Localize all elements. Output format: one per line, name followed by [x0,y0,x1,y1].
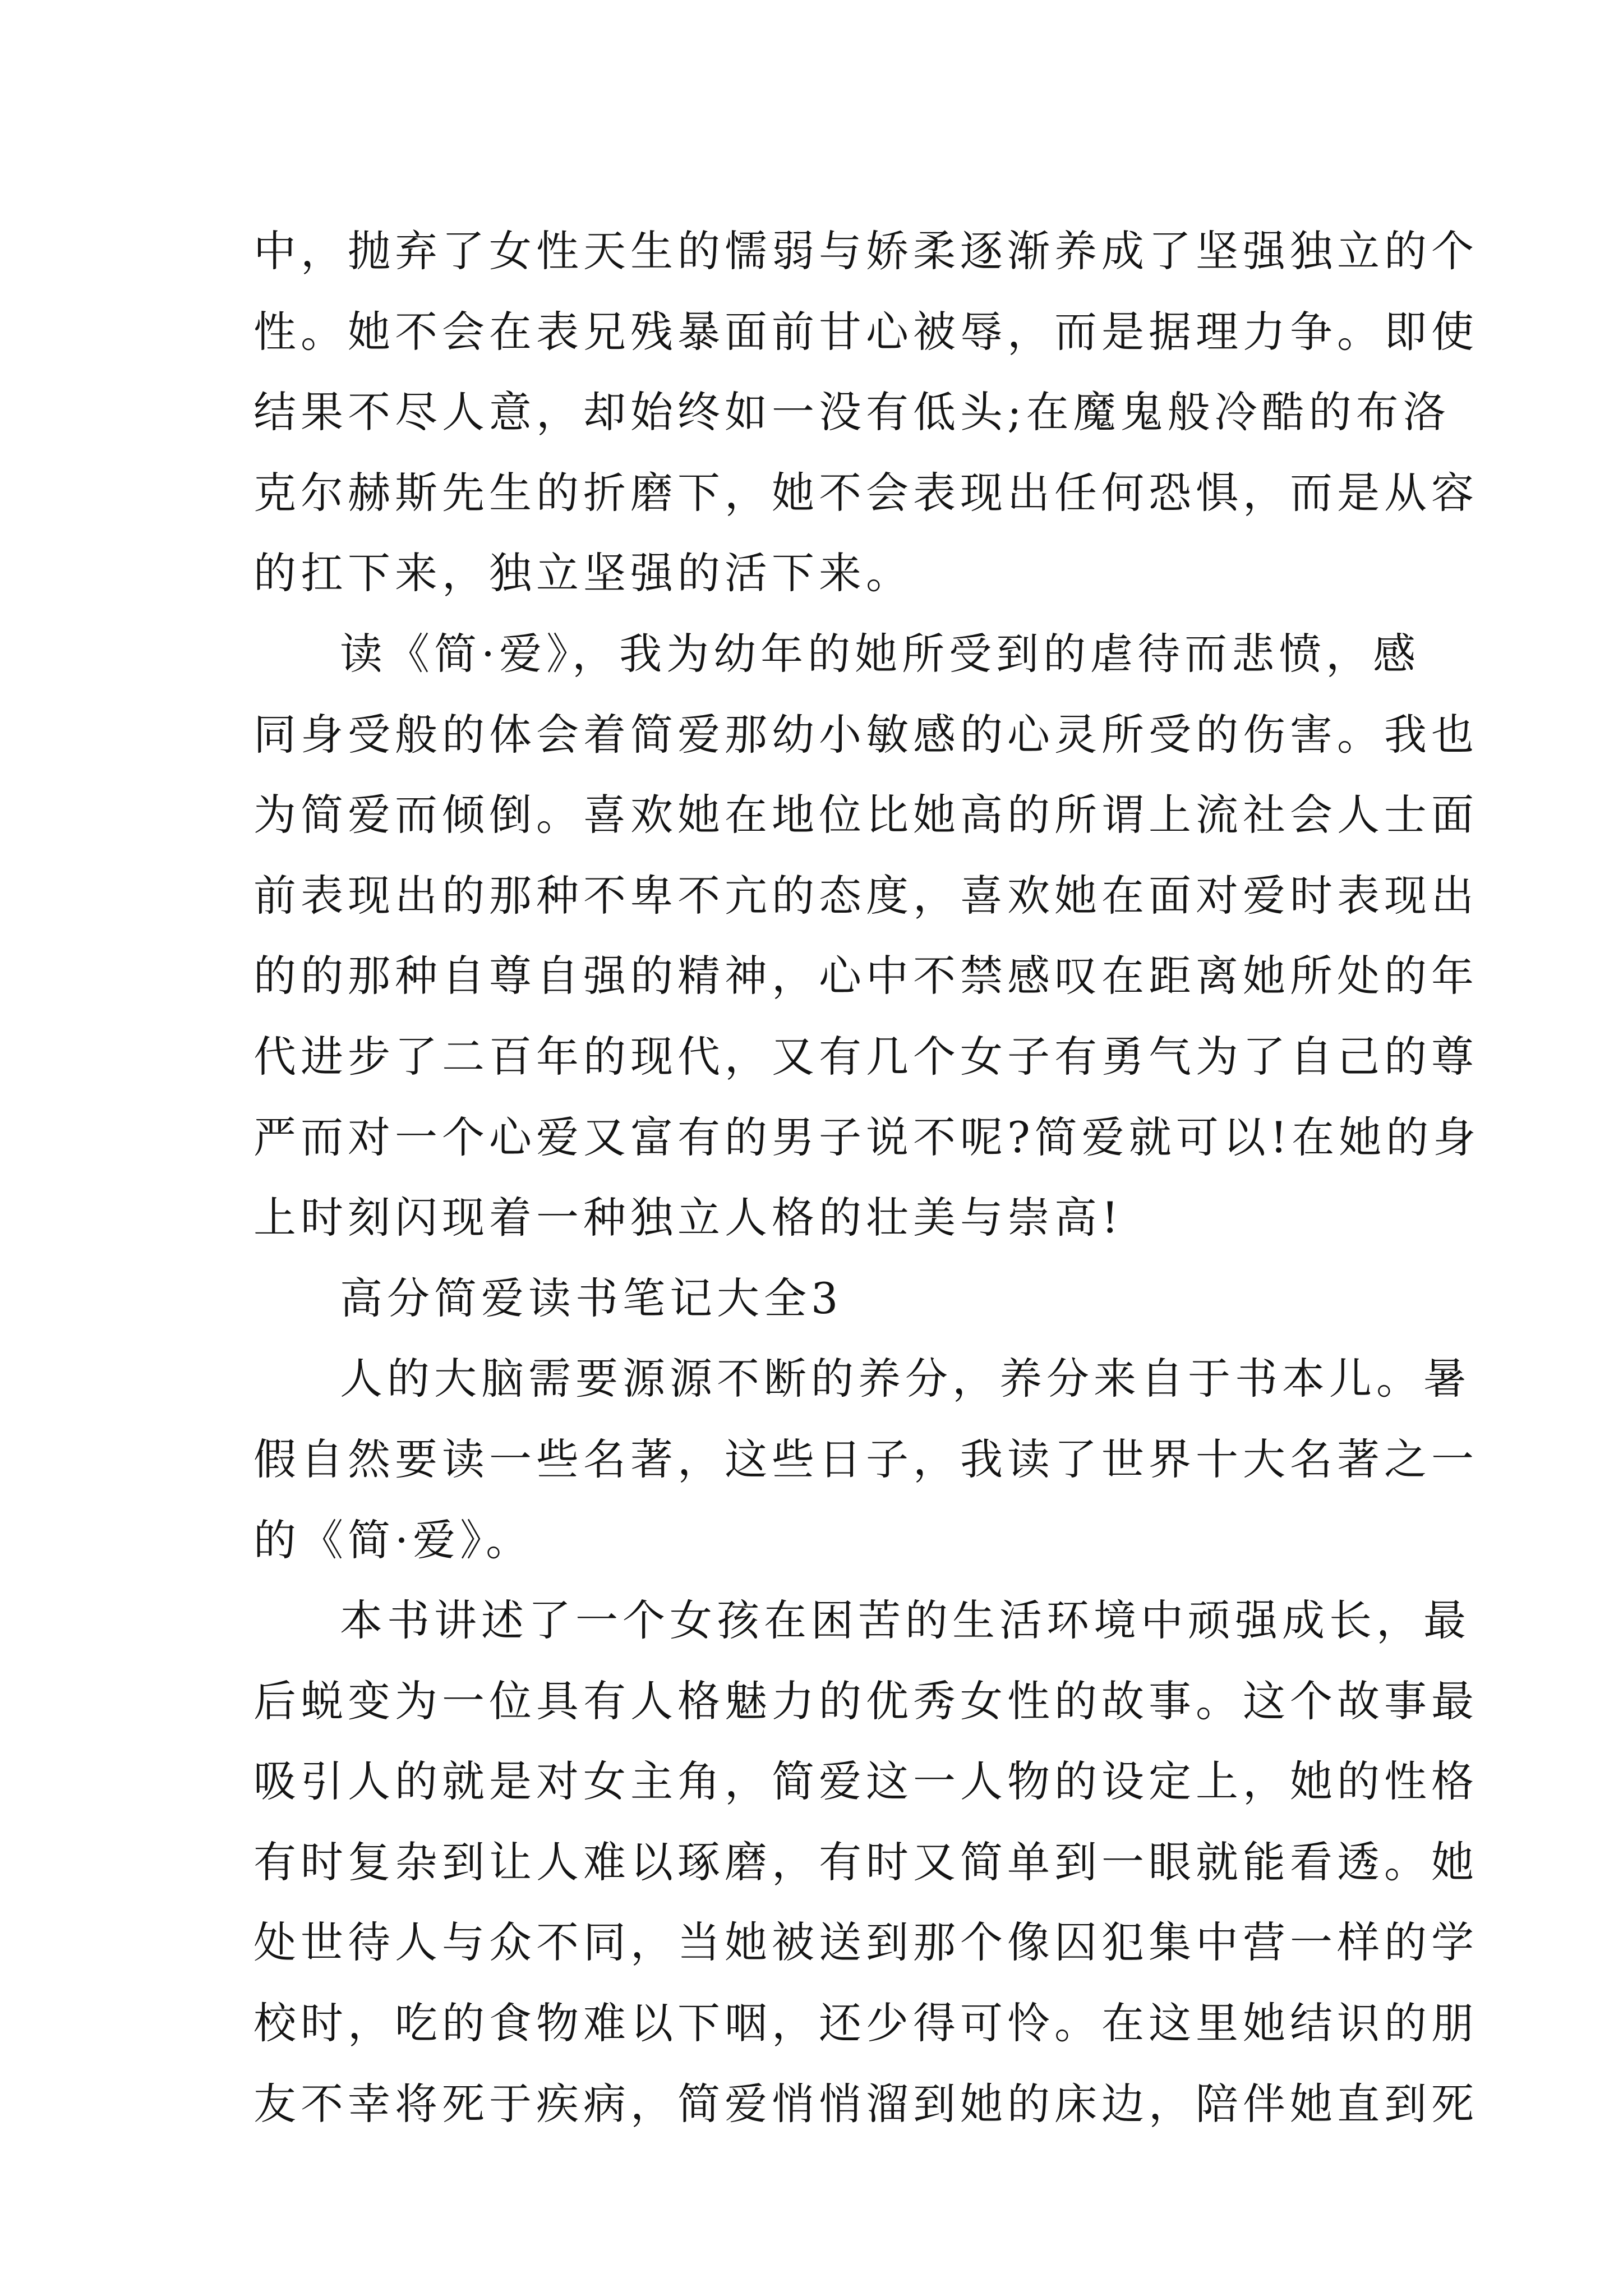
text-line: 的的那种自尊自强的精神，心中不禁感叹在距离她所处的年 [253,951,1478,1001]
text-line: 人的大脑需要源源不断的养分，养分来自于书本儿。暑 [340,1354,1470,1404]
text-line: 有时复杂到让人难以琢磨，有时又简单到一眼就能看透。她 [253,1837,1478,1887]
text-line: 友不幸将死于疾病，简爱悄悄溜到她的床边，陪伴她直到死 [253,2078,1478,2129]
text-line: 假自然要读一些名著，这些日子，我读了世界十大名著之一 [253,1434,1478,1484]
text-line: 读《简·爱》，我为幼年的她所受到的虐待而悲愤，感 [340,628,1421,679]
text-line: 本书讲述了一个女孩在困苦的生活环境中顽强成长，最 [340,1595,1470,1646]
text-line: 严而对一个心爱又富有的男子说不呢?简爱就可以!在她的身 [253,1112,1481,1162]
text-line: 处世待人与众不同，当她被送到那个像囚犯集中营一样的学 [253,1917,1478,1968]
text-line: 同身受般的体会着简爱那幼小敏感的心灵所受的伤害。我也 [253,709,1478,760]
text-line: 代进步了二百年的现代，又有几个女子有勇气为了自己的尊 [253,1031,1478,1082]
text-line: 为简爱而倾倒。喜欢她在地位比她高的所谓上流社会人士面 [253,790,1478,840]
text-line: 前表现出的那种不卑不亢的态度，喜欢她在面对爱时表现出 [253,870,1478,921]
text-line: 吸引人的就是对女主角，简爱这一人物的设定上，她的性格 [253,1756,1478,1807]
text-line: 高分简爱读书笔记大全3 [340,1273,843,1323]
text-line: 中，抛弃了女性天生的懦弱与娇柔逐渐养成了坚强独立的个 [253,226,1478,276]
document-body [253,211,1481,2144]
text-line: 校时，吃的食物难以下咽，还少得可怜。在这里她结识的朋 [253,1998,1478,2049]
text-line: 上时刻闪现着一种独立人格的壮美与崇高! [253,1193,1123,1243]
text-line: 的扛下来，独立坚强的活下来。 [253,548,913,599]
text-line: 的《简·爱》。 [253,1515,533,1565]
text-line: 结果不尽人意，却始终如一没有低头;在魔鬼般冷酷的布洛 [253,387,1450,438]
text-line: 后蜕变为一位具有人格魅力的优秀女性的故事。这个故事最 [253,1676,1478,1726]
text-line: 克尔赫斯先生的折磨下，她不会表现出任何恐惧，而是从容 [253,467,1478,518]
text-line: 性。她不会在表兄残暴面前甘心被辱，而是据理力争。即使 [253,306,1478,357]
